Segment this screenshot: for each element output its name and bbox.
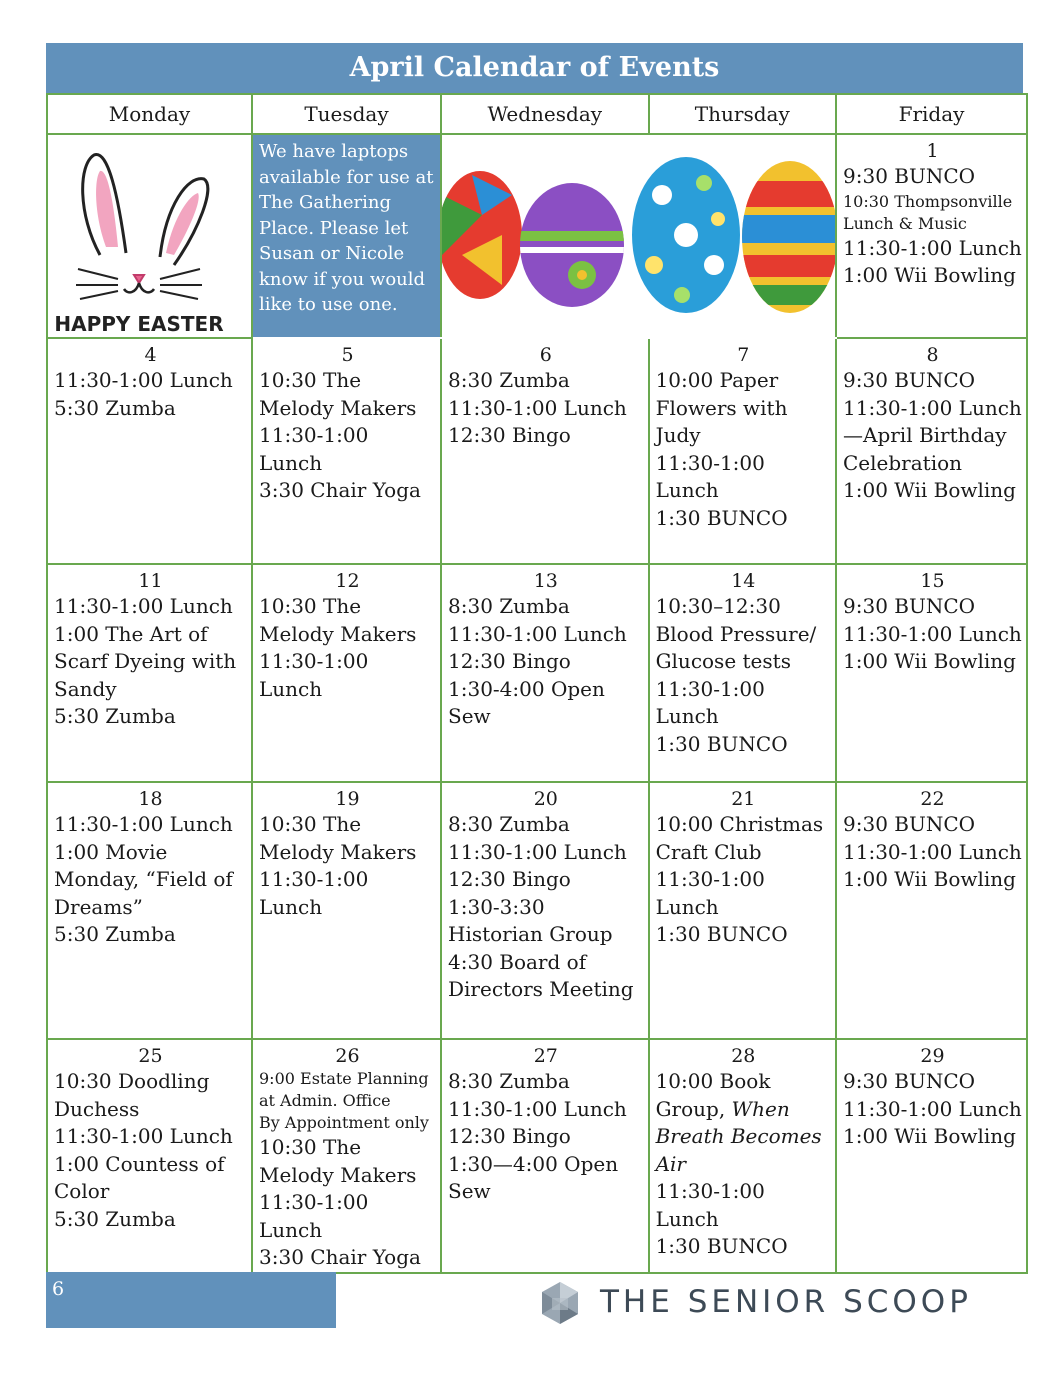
week-row-3 [47,564,1027,782]
event-item: 9:00 Estate Planning at Admin. Office [259,1069,429,1110]
day-number: 4 [144,344,157,366]
event-item: 11:30-1:00 Lunch [843,621,1022,646]
week-row-5 [47,1039,1027,1273]
day-cell-26 [252,1039,441,1273]
event-item: 11:30-1:00 Lunch [259,1190,369,1242]
book-group-label: 10:00 Book Group, [655,1069,771,1121]
day-number: 26 [335,1045,360,1067]
event-item: 1:00 Wii Bowling [843,263,1016,287]
calendar-title: April Calendar of Events [46,43,1023,93]
day-number: 15 [920,570,945,592]
event-item: 10:00 Paper Flowers with Judy [655,368,788,447]
event-item: 8:30 Zumba [448,368,570,392]
hexagon-logo-icon [530,1278,590,1328]
day-cell-20 [441,782,649,1039]
day-number: 12 [335,570,360,592]
day-cell-14 [649,564,836,782]
event-item: 11:30-1:00 Lunch [843,1096,1022,1121]
event-item [656,1068,831,1178]
header-monday: Monday [47,94,252,134]
week-row-1 [47,134,1027,338]
event-item: 11:30-1:00 Lunch [448,1096,627,1121]
easter-text: HAPPY EASTER [54,312,224,335]
day-cell-25 [47,1039,252,1273]
page-number-bar [46,1272,336,1328]
day-number: 1 [926,140,939,162]
event-item: 11:30-1:00 Lunch [655,867,765,919]
day-number: 21 [731,788,756,810]
day-number: 22 [920,788,945,810]
event-item: 9:30 BUNCO [843,368,976,392]
day-cell-12 [252,564,441,782]
event-item: 10:30 Thompsonville Lunch & Music [843,191,1013,233]
weekday-header-row [47,94,1027,134]
event-item: By Appointment only [259,1113,429,1132]
day-number: 27 [533,1045,558,1067]
laptop-note: We have laptops available for use at The Gathering Place. Please let Susan or Nicole know if you would like to use one. [259,141,434,315]
event-item: 12:30 Bingo [448,1124,571,1148]
day-number: 11 [138,570,163,592]
day-cell-11 [47,564,252,782]
event-item: 10:30 Doodling Duchess [54,1069,210,1121]
day-number: 8 [926,344,939,366]
day-number: 29 [920,1045,945,1067]
event-item: 1:00 Countess of Color [54,1151,225,1203]
day-number: 5 [341,344,354,366]
event-item: 3:30 Chair Yoga [259,478,421,502]
event-item: 1:30 BUNCO [655,505,788,530]
day-cell-18 [47,782,252,1039]
event-item: 10:30 The Melody Makers [259,368,417,420]
event-item: 11:30-1:00 Lunch [843,235,1022,260]
event-item: 10:00 Christmas Craft Club [655,812,824,864]
event-item: 1:30 BUNCO [655,922,788,946]
event-item: 10:30–12:30 Blood Pressure/ Glucose tests [655,594,817,673]
event-item: 10:30 The Melody Makers [259,594,417,646]
day-number: 28 [731,1045,756,1067]
easter-eggs-icon [442,135,835,333]
day-cell-15 [836,564,1027,782]
week-row-2 [47,338,1027,564]
event-item: 12:30 Bingo [448,649,571,673]
event-item: 1:00 Wii Bowling [843,478,1016,502]
event-item: 10:30 The Melody Makers [259,812,417,864]
day-cell-1 [836,134,1027,338]
day-number: 20 [533,788,558,810]
event-item: 10:30 The Melody Makers [259,1135,417,1187]
event-item: 8:30 Zumba [448,812,570,836]
event-item: 11:30-1:00 Lunch [54,368,233,392]
day-cell-8 [836,338,1027,564]
event-item: 1:00 The Art of Scarf Dyeing with Sandy [54,621,237,701]
event-item: 11:30-1:00 Lunch [54,812,233,836]
header-friday: Friday [836,94,1027,134]
brand-name: THE SENIOR SCOOP [600,1284,972,1320]
day-number: 19 [335,788,360,810]
event-item: 11:30-1:00 Lunch [655,676,765,728]
brand-logo [530,1278,1010,1328]
day-cell-28 [649,1039,836,1273]
day-cell-easter [47,134,252,338]
event-item: 12:30 Bingo [448,867,571,891]
event-item: 11:30-1:00 Lunch [259,867,369,919]
day-number: 6 [539,344,552,366]
event-item: 5:30 Zumba [54,922,176,946]
event-item: 8:30 Zumba [448,594,570,618]
event-item: 1:00 Movie Monday, “Field of Dreams” [54,839,233,919]
event-item: 11:30-1:00 Lunch [655,1179,765,1231]
event-item: 11:30-1:00 Lunch [259,423,369,475]
event-item: 8:30 Zumba [448,1069,570,1093]
event-item: 1:30-4:00 Open Sew [448,676,605,728]
week-row-4 [47,782,1027,1039]
event-item: 9:30 BUNCO [843,594,976,618]
event-item: 11:30-1:00 Lunch [448,839,627,864]
day-number: 13 [533,570,558,592]
day-number: 18 [138,788,163,810]
event-item: 11:30-1:00 Lunch—April Birthday Celebration [843,395,1022,475]
day-cell-7 [649,338,836,564]
header-tuesday: Tuesday [252,94,441,134]
day-cell-6 [441,338,649,564]
header-wednesday: Wednesday [441,94,649,134]
day-cell-4 [47,338,252,564]
event-item: 5:30 Zumba [54,1206,176,1231]
day-cell-29 [836,1039,1027,1273]
event-item: 11:30-1:00 Lunch [843,839,1022,864]
day-number: 25 [138,1045,163,1067]
event-item: 1:00 Wii Bowling [843,649,1016,673]
event-item: 11:30-1:00 Lunch [259,649,369,701]
event-item: 1:30 BUNCO [655,731,788,756]
event-item: 5:30 Zumba [54,704,176,728]
event-item: 1:00 Wii Bowling [843,1124,1016,1148]
event-item: 11:30-1:00 Lunch [54,1124,233,1148]
book-title: When Breath Becomes Air [655,1096,822,1176]
day-cell-5 [252,338,441,564]
page-number: 6 [52,1278,65,1300]
event-item: 1:30-3:30 Historian Group [448,894,613,946]
day-cell-19 [252,782,441,1039]
event-item: 9:30 BUNCO [843,164,976,188]
event-item: 1:00 Wii Bowling [843,867,1016,891]
event-item: 9:30 BUNCO [843,812,976,836]
bunny-icon [48,135,248,335]
event-item: 11:30-1:00 Lunch [448,395,627,420]
day-cell-21 [649,782,836,1039]
event-item: 9:30 BUNCO [843,1069,976,1093]
day-number: 7 [737,344,750,366]
event-item: 11:30-1:00 Lunch [54,594,233,618]
day-cell-13 [441,564,649,782]
event-item: 11:30-1:00 Lunch [448,621,627,646]
day-number: 14 [731,570,756,592]
day-cell-laptop-note [252,134,441,338]
event-item: 4:30 Board of Directors Meeting [448,949,634,1001]
event-item: 1:30 BUNCO [655,1234,788,1258]
event-item: 3:30 Chair Yoga [259,1245,421,1269]
event-item: 1:30—4:00 Open Sew [448,1151,619,1203]
calendar-grid [46,93,1028,1274]
event-item: 5:30 Zumba [54,395,176,420]
event-item: 12:30 Bingo [448,423,571,447]
day-cell-27 [441,1039,649,1273]
header-thursday: Thursday [649,94,836,134]
easter-eggs-image [441,134,836,338]
event-item: 11:30-1:00 Lunch [655,450,765,502]
day-cell-22 [836,782,1027,1039]
